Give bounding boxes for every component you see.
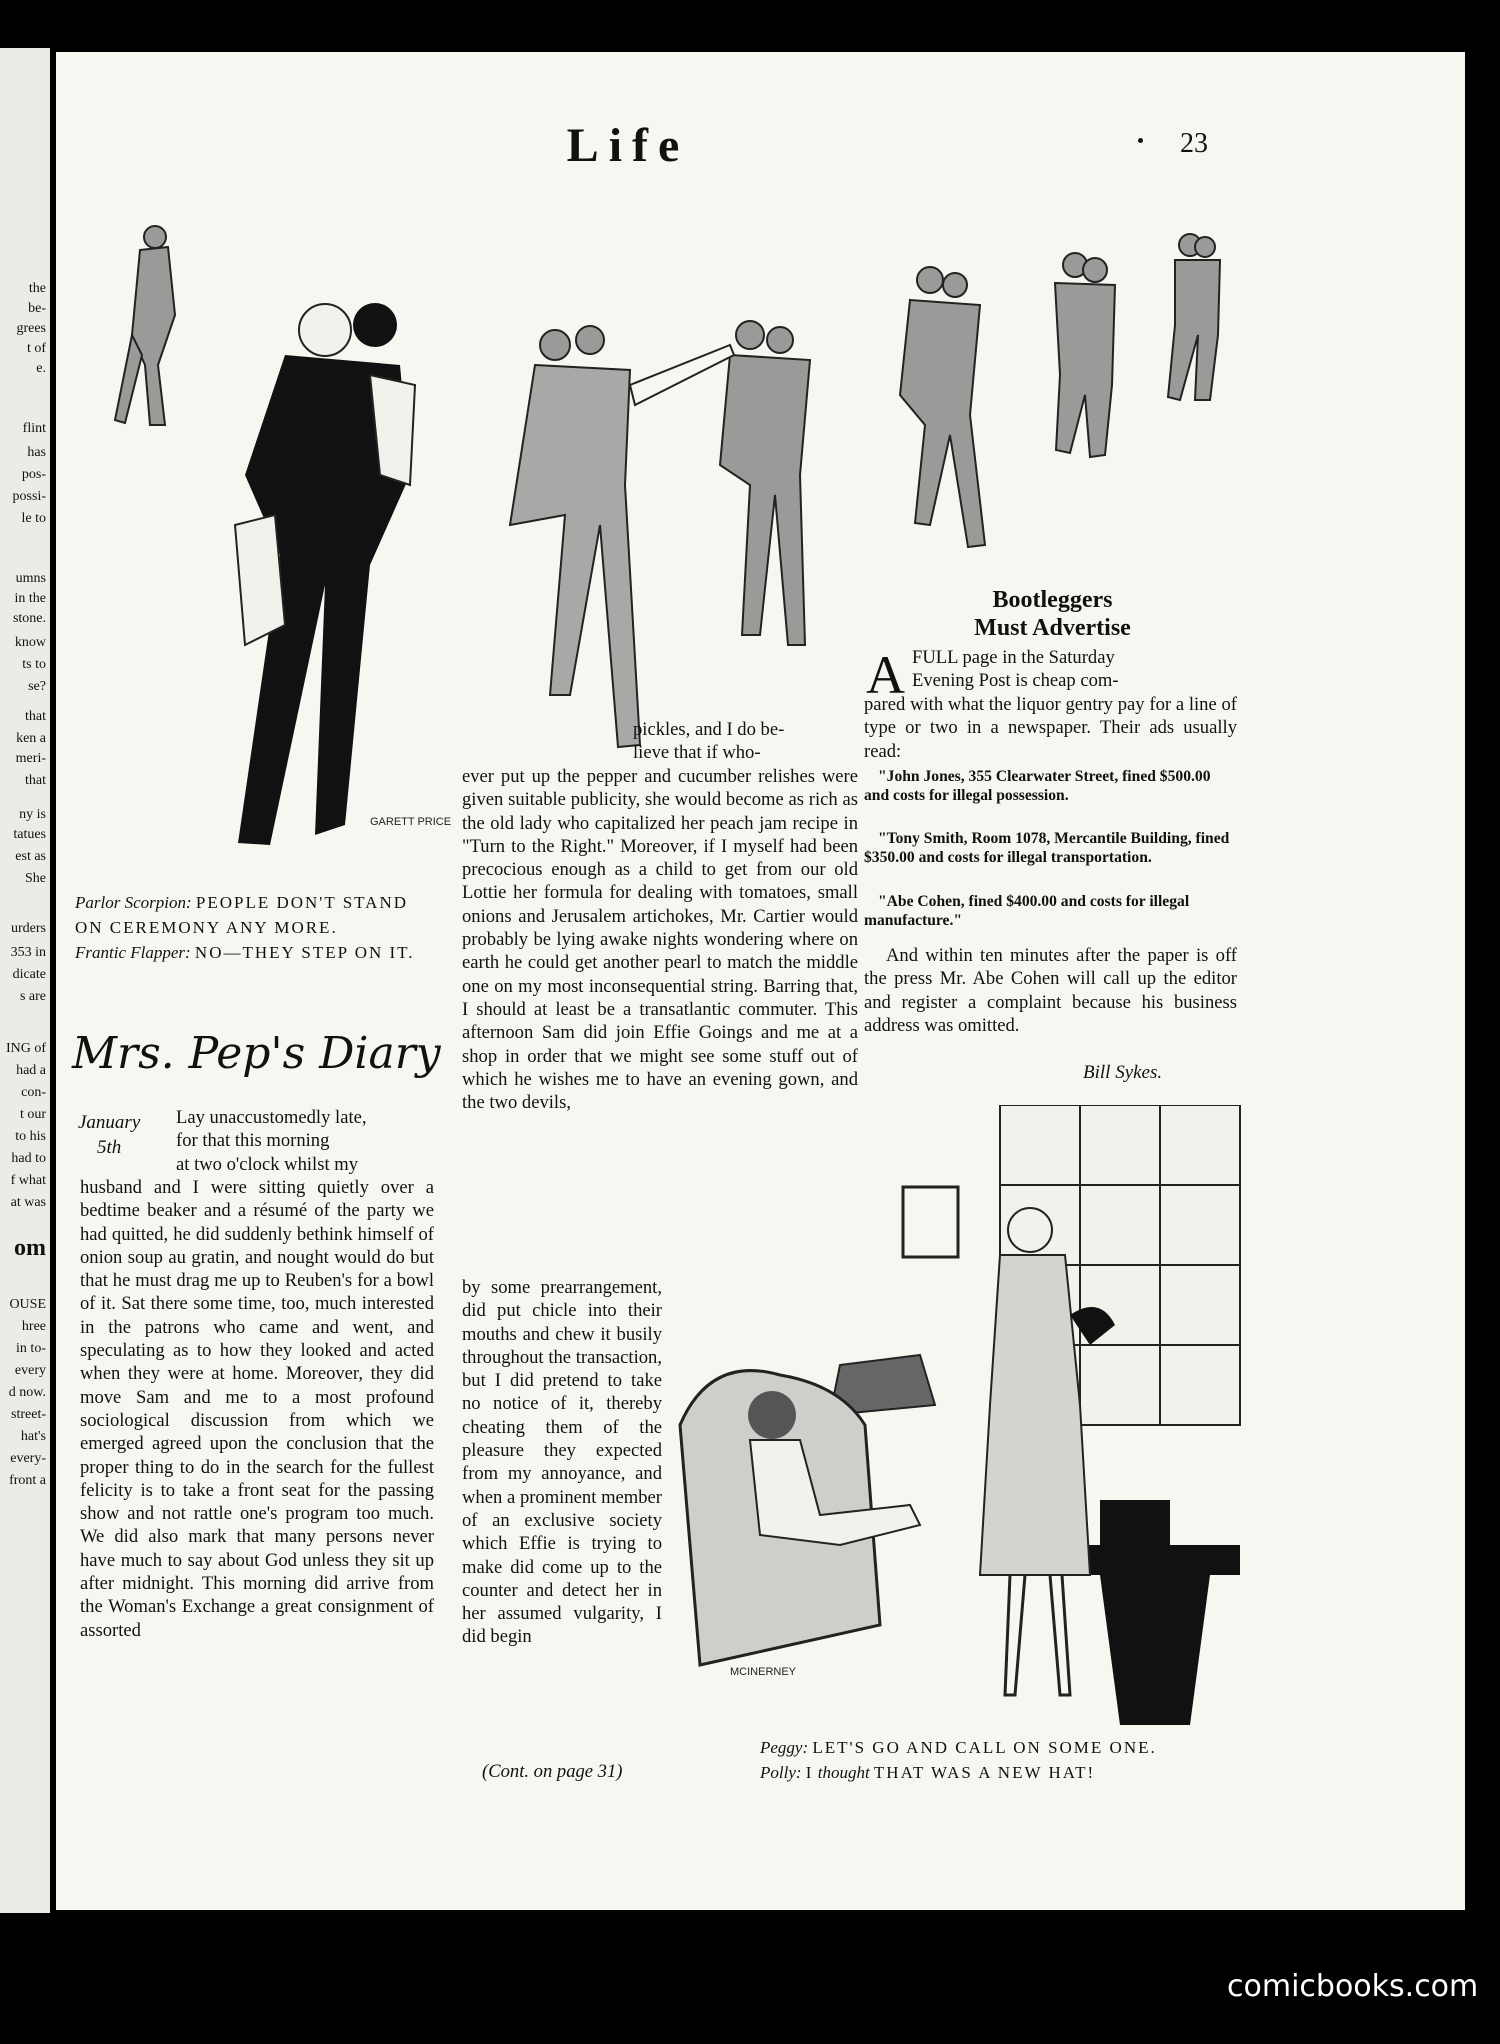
couple-far-right	[1168, 234, 1220, 400]
edge-text-fragment: est as	[15, 849, 46, 864]
edge-text-fragment: pos-	[21, 467, 46, 482]
couple-foreground	[235, 303, 415, 845]
edge-text-fragment: every-	[10, 1451, 46, 1466]
couple-right	[1055, 253, 1115, 457]
edge-text-fragment: OUSE	[9, 1297, 46, 1312]
text-line: at two o'clock whilst my	[176, 1153, 359, 1175]
edge-text-fragment: hat's	[20, 1429, 46, 1444]
edge-text-fragment: flint	[22, 421, 46, 436]
edge-text-fragment: possi-	[12, 489, 46, 504]
edge-text-fragment: that	[25, 773, 46, 788]
edge-text-fragment: d now.	[8, 1385, 46, 1400]
couple-far-left	[115, 226, 175, 425]
edge-text-fragment: umns	[15, 571, 46, 586]
diary-title: Mrs. Pep's Diary	[72, 1028, 441, 1079]
caption-speaker: Peggy:	[760, 1738, 809, 1757]
couple-blonde-flapper	[510, 326, 734, 747]
edge-text-fragment: has	[27, 445, 46, 460]
edge-text-fragment: ken a	[16, 731, 46, 746]
diary-col2-narrow	[462, 1276, 662, 1649]
edge-text-fragment: stone.	[12, 611, 46, 626]
drop-cap: A	[866, 645, 905, 705]
edge-text-fragment: e.	[36, 361, 46, 376]
edge-text-fragment: grees	[16, 321, 46, 336]
date-month: January	[78, 1112, 141, 1133]
date-day: 5th	[96, 1137, 122, 1158]
diary-col1-first-lines	[176, 1106, 434, 1176]
text-line: FULL page in the Saturday	[912, 647, 1115, 668]
edge-text-fragment: meri-	[15, 751, 46, 766]
edge-text-fragment: know	[14, 635, 46, 650]
text-line: Lay unaccustomedly late,	[176, 1107, 367, 1128]
article-headline	[935, 586, 1170, 642]
artist-signature-mcinerney: MCINERNEY	[730, 1666, 797, 1678]
ad-quote: "Tony Smith, Room 1078, Mercantile Building, fined $350.00 and costs for illegal transportation.	[864, 830, 1230, 866]
caption-line: NO—THEY STEP ON IT.	[194, 943, 415, 962]
text-line: lieve that if who-	[633, 742, 761, 764]
text-line: for that this morning	[176, 1130, 330, 1152]
edge-text-fragment: t of	[26, 341, 46, 356]
edge-text-fragment: se?	[28, 679, 46, 694]
caption-line: LET'S GO AND CALL ON SOME ONE.	[812, 1738, 1157, 1757]
dancers-caption	[75, 890, 435, 965]
edge-text-fragment: le to	[21, 511, 46, 526]
diary-col2-top	[633, 718, 858, 765]
article-lead-rest	[864, 693, 1237, 763]
standing-girl-head	[1008, 1208, 1052, 1252]
caption-line: PEOPLE DON'T STAND ON CEREMONY ANY MORE.	[75, 893, 409, 937]
headline-line: Must Advertise	[974, 615, 1131, 641]
edge-text-fragment: the	[28, 281, 46, 296]
diary-col1-body	[80, 1176, 434, 1642]
edge-text-fragment: s are	[19, 989, 46, 1004]
continued-note: (Cont. on page 31)	[482, 1761, 623, 1782]
diary-col2-body	[462, 765, 858, 1114]
edge-text-fragment: con-	[21, 1085, 46, 1100]
author-signature: Bill Sykes.	[1083, 1062, 1163, 1083]
edge-text-fragment: om	[14, 1235, 46, 1261]
couple-center-right	[900, 267, 985, 547]
masthead-dot	[1138, 138, 1143, 143]
edge-text-fragment: had a	[16, 1063, 46, 1078]
edge-text-fragment: had to	[11, 1151, 46, 1166]
site-watermark[interactable]: comicbooks.com	[1227, 1969, 1479, 2004]
page-number: 23	[1180, 128, 1208, 159]
edge-text-fragment: t our	[19, 1107, 46, 1122]
diary-date	[78, 1110, 140, 1160]
caption-speaker: Polly:	[760, 1763, 802, 1782]
couple-center	[720, 321, 810, 645]
caption-line: I	[805, 1763, 814, 1782]
edge-text-fragment: in the	[14, 591, 46, 606]
edge-text-fragment: front a	[9, 1473, 46, 1488]
edge-text-fragment: She	[25, 871, 46, 886]
edge-text-fragment: be-	[28, 301, 46, 316]
paragraph: pared with what the liquor gentry pay for a line of type or two in a newspaper. Their ads usually read:	[864, 694, 1237, 762]
text-line: pickles, and I do be-	[633, 719, 785, 740]
edge-text-fragment: hree	[21, 1319, 46, 1334]
adjacent-page-edge	[0, 48, 50, 1913]
edge-text-fragment: f what	[10, 1173, 46, 1188]
headline-line: Bootleggers	[992, 587, 1113, 613]
article-lead-lines	[912, 646, 1237, 693]
paragraph: And within ten minutes after the paper is off the press Mr. Abe Cohen will call up the editor and register a complaint because his business address was omitted.	[864, 945, 1237, 1036]
edge-text-fragment: dicate	[12, 967, 46, 982]
caption-speaker: Parlor Scorpion:	[75, 893, 192, 912]
paragraph: husband and I were sitting quietly over a bedtime beaker and a résumé of the party we had quitted, he did suddenly bethink himself of onion soup au gratin, and nought would do but that he must drag me up to Reuben's for a bowl of it. Sat there some time, too, much interested in the patrons who came and went, and speculating as to how they looked and acted when they were at home. Moreover, they did move Sam and me to a most profound sociological discussion from which we emerged agreed upon the conclusion that the proper thing to do in the search for the fullest felicity is to take a front seat for the passing show and not rattle one's program too much. We did also mark that many persons never have much to say about God unless they sit up after midnight. This morning did arrive from the Woman's Exchange a great consignment of assorted	[80, 1177, 434, 1641]
wall-picture	[903, 1187, 958, 1257]
article-closing	[864, 944, 1237, 1037]
ad-quote: "Abe Cohen, fined $400.00 and costs for illegal manufacture."	[864, 893, 1190, 929]
edge-text-fragment: ING of	[5, 1041, 46, 1056]
caption-line: THAT WAS A NEW HAT!	[873, 1763, 1096, 1782]
masthead: Life	[566, 119, 690, 172]
edge-text-fragment: 353 in	[10, 945, 46, 960]
edge-text-fragment: at was	[10, 1195, 46, 1210]
edge-text-fragment: that	[25, 709, 46, 724]
paragraph: by some prearrangement, did put chicle into their mouths and chew it busily throughout the transaction, but I did pretend to take no notice of it, thereby cheating them of the pleasure they expected from my annoyance, and when a prominent member of an exclusive society which Effie is trying to make did come up to the counter and detect her in her assumed vulgarity, I did begin	[462, 1277, 662, 1648]
edge-text-fragment: street-	[11, 1407, 46, 1422]
edge-text-fragment: tatues	[13, 827, 46, 842]
edge-text-fragment: in to-	[16, 1341, 46, 1356]
text-line: Evening Post is cheap com-	[912, 670, 1119, 692]
edge-text-fragment: ny is	[19, 807, 46, 822]
edge-text-fragment: ts to	[22, 657, 46, 672]
hat-illustration	[670, 1105, 1250, 1725]
hat-caption	[760, 1735, 1230, 1785]
edge-text-fragment: to his	[15, 1129, 46, 1144]
edge-text-fragment: urders	[11, 921, 46, 936]
caption-speaker: Frantic Flapper:	[75, 943, 191, 962]
edge-text-fragment: every	[14, 1363, 46, 1378]
caption-emphasis: thought	[817, 1763, 870, 1782]
hat-box	[1100, 1500, 1170, 1545]
seated-girl-hat	[748, 1391, 796, 1439]
artist-signature-price: GARETT PRICE	[370, 816, 452, 828]
ad-quote: "John Jones, 355 Clearwater Street, fined $500.00 and costs for illegal possession.	[864, 768, 1211, 804]
paragraph: ever put up the pepper and cucumber relishes were given suitable publicity, she would become as rich as the old lady who capitalized her peach jam recipe in "Turn to the Right." Moreover, if I myself had been precocious enough as a child to get from our old Lottie her formula for dealing with tomatoes, small onions and Jerusalem artichokes, Mr. Cartier would probably be lying awake nights wondering where on earth he could get another pearl to match the middle one on my most inconsequential string. Barring that, I should at least be a transatlantic commuter. This afternoon Sam did join Effie Goings and me at a shop in order that we might see some stuff out of which he wishes me to have an evening gown, and the two devils,	[462, 766, 858, 1114]
